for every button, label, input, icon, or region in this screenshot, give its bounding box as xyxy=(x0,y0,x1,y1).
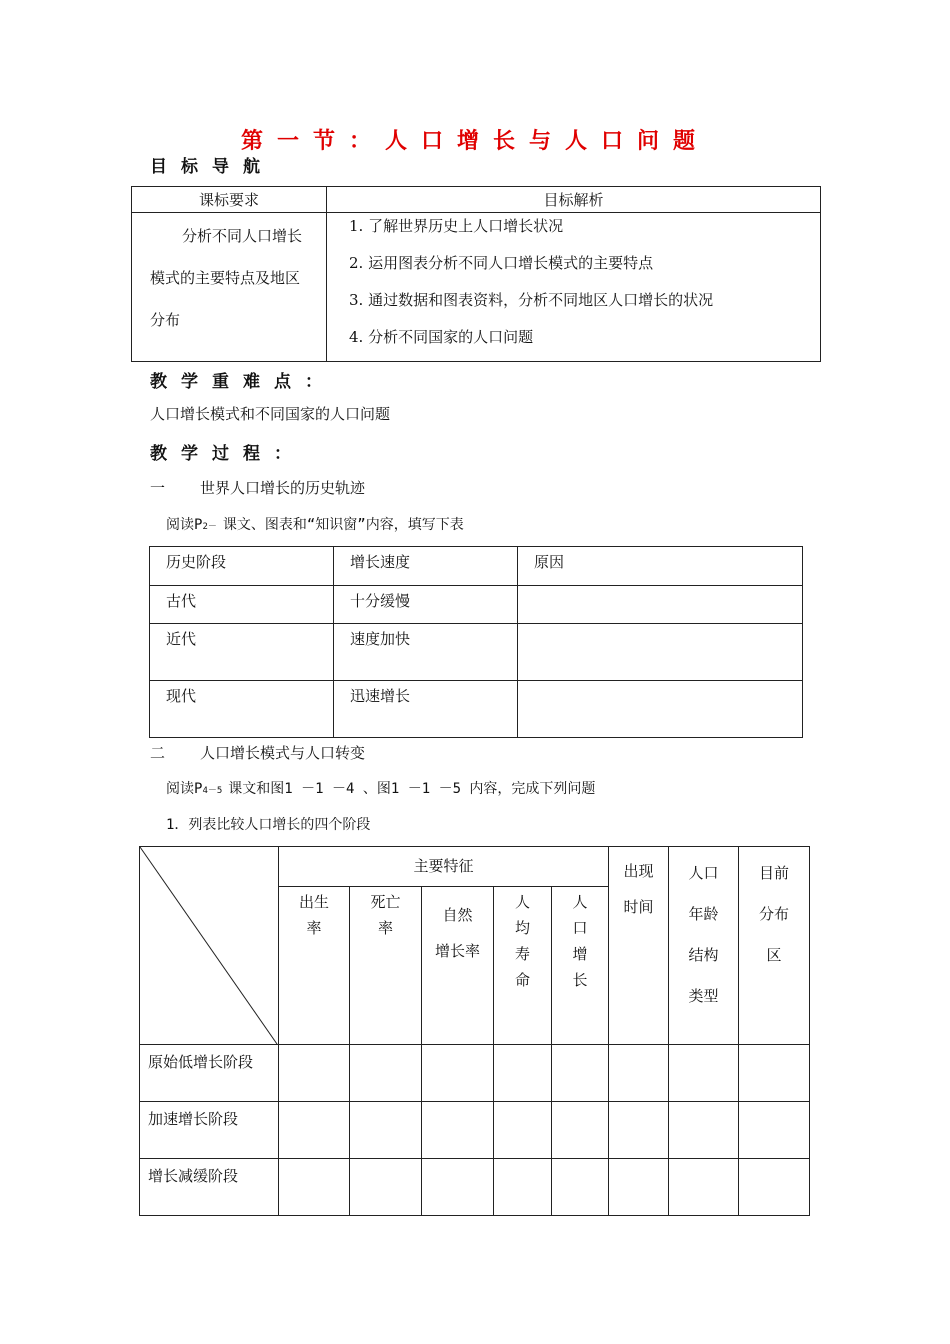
stages-table-wrap xyxy=(139,846,809,1215)
stages-table xyxy=(139,846,810,1216)
blank-cell xyxy=(552,1159,609,1216)
blank-cell xyxy=(422,1159,494,1216)
header-line: 类型 xyxy=(688,987,719,1005)
instruction-text: 阅读P xyxy=(166,517,203,533)
stage-cell: 近代 xyxy=(150,624,334,681)
blank-cell xyxy=(279,1045,350,1102)
age-structure-header xyxy=(669,847,739,1045)
header-line: 结构 xyxy=(688,946,719,964)
key-text: 人口增长模式和不同国家的人口问题 xyxy=(150,405,391,423)
stage-label: 原始低增长阶段 xyxy=(140,1045,279,1102)
header-line: 口 xyxy=(572,919,588,937)
stage-label: 加速增长阶段 xyxy=(140,1102,279,1159)
instruction-text: 课文、图表和“知识窗”内容，填写下表 xyxy=(222,517,464,533)
header-line: 增 xyxy=(572,945,588,963)
header-line: 命 xyxy=(514,971,530,989)
section2-title: 人口增长模式与人口转变 xyxy=(200,744,366,762)
process-heading: 教学过程： xyxy=(150,444,305,464)
blank-cell xyxy=(552,1045,609,1102)
speed-cell: 速度加快 xyxy=(334,624,518,681)
section2-question: 1．列表比较人口增长的四个阶段 xyxy=(166,817,371,833)
header-line: 率 xyxy=(306,919,322,937)
section2-instruction xyxy=(166,778,595,798)
goal-item: 2. 运用图表分析不同人口增长模式的主要特点 xyxy=(349,254,654,272)
blank-cell xyxy=(552,1102,609,1159)
col-header-speed: 增长速度 xyxy=(334,547,518,586)
goal-item: 4. 分析不同国家的人口问题 xyxy=(349,328,534,346)
requirement-line: 模式的主要特点及地区 xyxy=(150,269,301,287)
blank-cell xyxy=(739,1102,810,1159)
requirement-line: 分布 xyxy=(150,311,181,329)
appear-time-header xyxy=(609,847,669,1045)
goals-cell xyxy=(327,213,821,362)
section1-number: 一 xyxy=(150,479,166,497)
blank-cell xyxy=(422,1045,494,1102)
blank-cell xyxy=(609,1159,669,1216)
col-header-reason: 原因 xyxy=(518,547,803,586)
header-line: 时间 xyxy=(623,898,654,916)
header-line: 人口 xyxy=(688,864,719,882)
header-line: 自然 xyxy=(442,906,473,924)
blank-cell xyxy=(739,1159,810,1216)
blank-cell xyxy=(669,1159,739,1216)
birth-rate-header xyxy=(279,887,350,1045)
instruction-page: 4－5 xyxy=(202,786,223,796)
header-line: 年龄 xyxy=(688,905,719,923)
reason-cell xyxy=(518,586,803,624)
header-line: 目前 xyxy=(758,864,789,882)
corner-cell xyxy=(140,847,279,1045)
requirement-cell xyxy=(132,213,327,362)
nav-heading: 目标导航 xyxy=(150,157,274,177)
blank-cell xyxy=(609,1045,669,1102)
blank-cell xyxy=(609,1102,669,1159)
speed-cell: 十分缓慢 xyxy=(334,586,518,624)
blank-cell xyxy=(669,1045,739,1102)
reason-cell xyxy=(518,681,803,738)
history-table xyxy=(149,546,803,738)
header-line: 人 xyxy=(514,893,530,911)
col-header-stage: 历史阶段 xyxy=(150,547,334,586)
section1-title: 世界人口增长的历史轨迹 xyxy=(200,479,366,497)
reason-cell xyxy=(518,624,803,681)
blank-cell xyxy=(279,1159,350,1216)
header-line: 人 xyxy=(572,893,588,911)
distribution-header xyxy=(739,847,810,1045)
blank-cell xyxy=(350,1102,422,1159)
main-feature-header xyxy=(279,847,609,887)
stage-cell: 古代 xyxy=(150,586,334,624)
header-line: 寿 xyxy=(514,945,530,963)
header-line: 出现 xyxy=(623,862,654,880)
natural-growth-header xyxy=(422,887,494,1045)
stage-label: 增长减缓阶段 xyxy=(140,1159,279,1216)
key-heading: 教学重难点： xyxy=(150,372,336,392)
goal-item: 3. 通过数据和图表资料，分析不同地区人口增长的状况 xyxy=(349,291,714,309)
section2-number: 二 xyxy=(150,744,166,762)
blank-cell xyxy=(494,1045,552,1102)
goals-table xyxy=(131,186,821,362)
death-rate-header xyxy=(350,887,422,1045)
requirement-line: 分析不同人口增长 xyxy=(182,227,303,245)
header-line: 增长率 xyxy=(434,942,480,960)
population-growth-header xyxy=(552,887,609,1045)
col-header-requirements: 课标要求 xyxy=(132,187,327,213)
life-expectancy-header xyxy=(494,887,552,1045)
blank-cell xyxy=(279,1102,350,1159)
header-line: 死亡 xyxy=(370,893,401,911)
stage-cell: 现代 xyxy=(150,681,334,738)
blank-cell xyxy=(494,1102,552,1159)
header-line: 出生 xyxy=(298,893,329,911)
header-line: 长 xyxy=(572,971,588,989)
blank-cell xyxy=(350,1045,422,1102)
header-line: 率 xyxy=(377,919,393,937)
blank-cell xyxy=(494,1159,552,1216)
blank-cell xyxy=(350,1159,422,1216)
header-line: 分布 xyxy=(758,905,789,923)
header-line: 区 xyxy=(766,946,782,964)
goal-item: 1. 了解世界历史上人口增长状况 xyxy=(349,217,564,235)
page-title: 第一节：人口增长与人口问题 xyxy=(240,129,709,154)
instruction-text: 阅读P xyxy=(166,781,203,797)
speed-cell: 迅速增长 xyxy=(334,681,518,738)
instruction-page: 2－ xyxy=(202,522,217,532)
blank-cell xyxy=(739,1045,810,1102)
header-line: 均 xyxy=(514,919,530,937)
blank-cell xyxy=(669,1102,739,1159)
section1-instruction xyxy=(166,514,464,534)
col-header-goals: 目标解析 xyxy=(327,187,821,213)
main-feature-label: 主要特征 xyxy=(413,857,474,875)
instruction-text: 课文和图1 －1 －4 、图1 －1 －5 内容，完成下列问题 xyxy=(228,781,596,797)
blank-cell xyxy=(422,1102,494,1159)
